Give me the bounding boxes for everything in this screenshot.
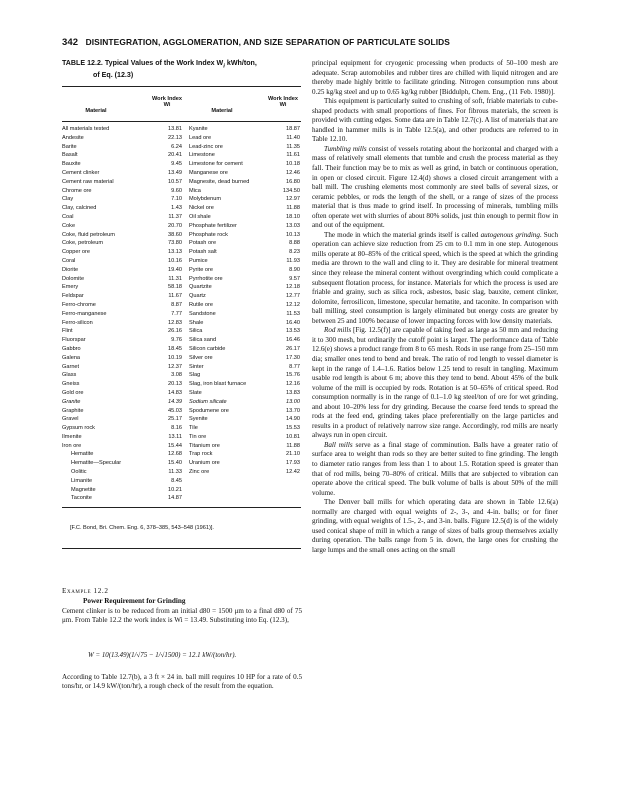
cell-work-index: 45.03 [168,407,182,414]
cell-work-index: 12.42 [286,469,300,476]
cell-work-index: 16.46 [286,337,300,344]
cell-work-index: 10.16 [168,257,182,264]
cell-work-index: 15.40 [168,460,182,467]
cell-work-index: 9.57 [289,275,300,282]
cell-work-index: 58.18 [168,284,182,291]
cell-work-index: 14.83 [168,389,182,396]
cell-work-index: 10.57 [168,178,182,185]
cell-work-index: 11.33 [168,469,182,476]
cell-material: Coal [62,213,74,220]
cell-work-index: 8.88 [289,240,300,247]
cell-work-index: 22.13 [168,134,182,141]
table-row [62,292,301,301]
cell-material: Glass [62,372,77,379]
cell-material: Tile [189,425,198,432]
table-row [62,415,301,424]
cell-work-index: 3.08 [171,372,182,379]
cell-material: Graphite [62,407,84,414]
table-row [62,319,301,328]
cell-material: Cement raw material [62,178,114,185]
cell-material: Limestone for cement [189,161,243,168]
table-row [62,231,301,240]
cell-material: Gypsum rock [62,425,95,432]
table-header [62,92,301,120]
table-row [62,213,301,222]
example-body: Cement clinker is to be reduced from an initial d80 = 1500 μm to a final d80 of 75 μm. From Table 12.2 the work index is Wi = 13.49. Substituting into Eq. (12.3), [62,607,302,625]
table-row [62,187,301,196]
cell-work-index: 13.70 [286,407,300,414]
table-row [62,363,301,372]
autogenous-text-a: The mode in which the material grinds itself is called [324,230,481,239]
cell-work-index: 12.83 [168,319,182,326]
cell-work-index: 20.70 [168,222,182,229]
cell-work-index: 12.18 [286,284,300,291]
cell-work-index: 17.93 [286,460,300,467]
cell-material: Slag [189,372,201,379]
cell-material: Gold ore [62,389,84,396]
cell-work-index: 134.50 [282,187,300,194]
cell-work-index: 12.37 [168,363,182,370]
col-header-material-1: Material [85,108,107,114]
table-row [62,266,301,275]
ball-mills-text: serve as a final stage of comminution. Balls have a greater ratio of surface area to weight than rods so they are better suited to fine grinding. The length to diameter ratio ranges from less than 1 to about 1.5. Rotation speed is greater than that of rod mills, being 70–80% of critical. Mills that are subjected to vibration can operate above the critical speed. The bulk volume of balls is about 50% of the mill volume. [312,440,558,497]
cell-material: Pyrrhotite ore [189,275,223,282]
cell-material: Feldspar [62,293,84,300]
cell-material: Potash salt [189,249,217,256]
cell-material: Sodium silicate [189,398,227,405]
cell-work-index: 14.39 [168,398,182,405]
running-header [62,37,562,48]
cell-material: Ferro-manganese [62,310,107,317]
cell-material: Lead-zinc ore [189,143,223,150]
cell-work-index: 15.44 [168,442,182,449]
cell-work-index: 10.19 [168,354,182,361]
cell-work-index: 12.12 [286,301,300,308]
cell-material: Tin ore [189,433,207,440]
cell-material: Gravel [62,416,79,423]
table-row [62,477,301,486]
cell-material: Molybdenum [189,196,222,203]
cell-material: Coke, petroleum [62,240,104,247]
cell-work-index: 11.61 [286,152,300,159]
cell-material: Chrome ore [62,187,92,194]
cell-material: Spodumene ore [189,407,229,414]
cell-work-index: 8.77 [289,363,300,370]
cell-work-index: 13.03 [286,222,300,229]
table-row [62,178,301,187]
cell-material: Clay, calcined [62,205,97,212]
cell-work-index: 14.90 [286,416,300,423]
cell-work-index: 13.00 [286,398,300,405]
cell-material: Sandstone [189,310,216,317]
cell-material: Titanium ore [189,442,220,449]
cell-material: Pyrite ore [189,266,213,273]
table-row [62,442,301,451]
cell-work-index: 10.81 [286,433,300,440]
cell-material: Shale [189,319,204,326]
cell-material: Clay [62,196,74,203]
right-column-text [312,59,558,555]
cell-material: Phosphate fertilizer [189,222,237,229]
cell-material: Ferro-chrome [62,301,96,308]
cell-work-index: 13.11 [168,433,182,440]
cell-material: Silicon carbide [189,345,226,352]
table-row [62,433,301,442]
table-row [62,239,301,248]
tumbling-mills-text: consist of vessels rotating about the horizontal and charged with a mass of relatively small elements that tumble and crush the process material as they fall. Their function may be to mix as well as grind, in batch or continuous operation, in open or closed circuit. Figure 12.4(d) shows a closed circuit arrangement with a ball mill. The crushing elements most commonly are steel balls of several sizes, or ceramic pebbles, or rods the length of the shell, or a range of sizes of the process material that is thus made to grind itself. In processing of minerals, tumbling mills often operate wet with slurries of about 80% solids, just thin enough to permit flow in and out of the equipment. [312,144,558,230]
cell-material: Quartzite [189,284,212,291]
autogenous-term: autogenous grinding [480,230,540,239]
cell-work-index: 11.53 [286,310,300,317]
cell-material: Fluorspar [62,337,86,344]
cell-material: Slate [189,389,202,396]
cell-work-index: 8.87 [171,301,182,308]
cell-material: Limanite [71,477,93,484]
cell-work-index: 26.16 [168,328,182,335]
cell-material: Taconite [71,495,92,502]
cell-material: Phosphate rock [189,231,228,238]
example-subtitle: Power Requirement for Grinding [83,597,186,605]
cell-work-index: 1.43 [171,205,182,212]
cell-material: Gabbro [62,345,81,352]
tumbling-mills-lead: Tumbling mills [324,144,367,153]
cell-material: Silica [189,328,203,335]
cell-work-index: 16.80 [286,178,300,185]
cell-work-index: 73.80 [168,240,182,247]
cell-material: Coke [62,222,76,229]
example-title: Example 12.2 [62,587,109,595]
cell-material: Pumice [189,257,208,264]
table-row [62,354,301,363]
col-header-material-2: Material [211,108,233,114]
cell-work-index: 17.30 [286,354,300,361]
cell-work-index: 11.88 [286,442,300,449]
cell-material: Silver ore [189,354,213,361]
cell-material: Hematite—Specular [71,460,122,467]
cell-work-index: 13.13 [168,249,182,256]
rod-mills-lead: Rod mills [324,326,352,335]
cell-material: Trap rock [189,451,213,458]
cell-work-index: 11.93 [286,257,300,264]
cell-material: Mica [189,187,201,194]
table-row [62,468,301,477]
paragraph-denver-mills: The Denver ball mills for which operating data are shown in Table 12.6(a) normally are charged with equal weights of 2-, 3-, and 4-in. balls; or for finer grinding, with equal weights of 1.5-, 2-, and 3-in. balls. Figure 12.5(d) is of the widely used conical shape of mill in which a range of sizes of balls group themselves axially during operation. The balls range from 5 in. down, the large ones for crushing the large lumps and the small ones acting on the small [312,498,558,554]
paragraph-ball-mills [312,441,558,498]
cell-material: Manganese ore [189,169,228,176]
cell-work-index: 15.53 [286,425,300,432]
table-title-subscript: i [223,63,225,70]
cell-material: Coke, fluid petroleum [62,231,115,238]
page-number: 342 [62,37,79,48]
ball-mills-lead: Ball mills [324,440,353,449]
table-bottom-rule [62,507,301,508]
cell-work-index: 8.90 [289,266,300,273]
table-row [62,407,301,416]
cell-work-index: 12.16 [286,381,300,388]
table-row [62,301,301,310]
table-body [62,125,301,503]
cell-work-index: 9.76 [171,337,182,344]
cell-material: Lead ore [189,134,212,141]
paragraph-cryogenic: principal equipment for cryogenic processing when products of 50–100 mesh are adequate. Scrap automobiles and rubber tires are chilled with liquid nitrogen and are thereby made highly brittle to facilitate grinding. Nitrogen consumption runs about 0.25 kg/kg steel and up to 0.65 kg/kg rubber [Biddulph, Chem. Eng., (11 Feb. 1980)]. [312,59,558,96]
cell-material: Garnet [62,363,80,370]
cell-material: Andesite [62,134,84,141]
col-header-work-index-2: Work Index Wi [267,96,299,108]
cell-work-index: 12.68 [168,451,182,458]
cell-material: Uranium ore [189,460,220,467]
cell-material: Dolomite [62,275,85,282]
cell-work-index: 11.67 [168,293,182,300]
cell-work-index: 11.31 [168,275,182,282]
cell-material: All materials tested [62,126,110,132]
cell-work-index: 10.21 [168,486,182,493]
paragraph-autogenous [312,231,558,326]
cell-work-index: 38.60 [168,231,182,238]
paragraph-tumbling-mills [312,145,558,231]
cell-material: Rutile ore [189,301,213,308]
table-row [62,494,301,503]
cell-material: Silica sand [189,337,217,344]
cell-material: Limestone [189,152,215,159]
table-caption [62,59,302,79]
cell-material: Slag, iron blast furnace [189,381,247,388]
cell-work-index: 6.24 [171,143,182,150]
cell-work-index: 18.10 [286,213,300,220]
cell-work-index: 9.60 [171,187,182,194]
cell-work-index: 12.77 [286,293,300,300]
cell-work-index: 9.45 [171,161,182,168]
table-row [62,345,301,354]
table-row [62,424,301,433]
cell-material: Bauxite [62,161,81,168]
table-label: TABLE 12.2. [62,59,103,67]
cell-work-index: 16.40 [286,319,300,326]
cell-work-index: 15.76 [286,372,300,379]
table-row [62,327,301,336]
cell-work-index: 8.45 [171,477,182,484]
cell-material: Coral [62,257,76,264]
table-row [62,125,301,134]
table-end-rule [62,548,301,549]
cell-work-index: 18.87 [286,126,300,132]
cell-material: Syenite [189,416,208,423]
table-header-rule [62,121,301,122]
example-conclusion: According to Table 12.7(b), a 3 ft × 24 in. ball mill requires 10 HP for a rate of 0.5 tons/hr, or 14.9 kW/(ton/hr), a rough check of the result from the equation. [62,673,302,691]
cell-material: Oil shale [189,213,211,220]
cell-material: Quartz [189,293,206,300]
running-title: DISINTEGRATION, AGGLOMERATION, AND SIZE SEPARATION OF PARTICULATE SOLIDS [85,37,450,47]
cell-work-index: 7.77 [171,310,182,317]
table-row [62,169,301,178]
table-row [62,204,301,213]
cell-work-index: 13.81 [168,126,182,132]
cell-work-index: 7.10 [171,196,182,203]
cell-material: Sinter [189,363,204,370]
table-row [62,486,301,495]
col-header-work-index-1: Work Index Wi [151,96,183,108]
table-row [62,371,301,380]
autogenous-text-b: . Such operation can achieve size reduction from 25 cm to 0.1 mm in one step. Autogenous mills operate at 80–85% of the critical speed, which is the speed at which the grinding media are thrown to the wall and cling to it. They are desirable for mineral treatment since they release the mineral content without overgrinding which could complicate a subsequent flotation process, for instance. Materials for which the process is used are friable and grainy, such as silica rock, asbestos, basic slag, bauxite, cement clinker, dolomite, ferrosilicon, limestone, specular hematite, and taconite. In comparison with ball milling, steel consumption is largely eliminated but energy costs are greater by between 25 and 100% because of lower impacting forces with low density materials. [312,230,558,325]
cell-work-index: 10.13 [286,231,300,238]
cell-work-index: 20.13 [168,381,182,388]
table-row [62,450,301,459]
table-row [62,143,301,152]
cell-work-index: 13.53 [286,328,300,335]
cell-work-index: 10.18 [286,161,300,168]
cell-material: Copper ore [62,249,90,256]
table-row [62,398,301,407]
cell-material: Diorite [62,266,79,273]
cell-material: Zinc ore [189,469,210,476]
cell-work-index: 12.97 [286,196,300,203]
table-row [62,248,301,257]
table-row [62,160,301,169]
cell-material: Iron ore [62,442,82,449]
cell-work-index: 20.41 [168,152,182,159]
table-row [62,151,301,160]
cell-work-index: 12.46 [286,169,300,176]
paragraph-rod-mills [312,326,558,441]
cell-material: Potash ore [189,240,217,247]
table-top-rule [62,86,301,87]
table-title: Typical Values of the Work Index W [104,59,224,67]
cell-work-index: 11.35 [286,143,300,150]
table-row [62,336,301,345]
table-row [62,257,301,266]
cell-material: Oolitic [71,469,87,476]
cell-material: Ferro-silicon [62,319,93,326]
cell-work-index: 19.40 [168,266,182,273]
cell-material: Barite [62,143,77,150]
table-source-note: [F.C. Bond, Bri. Chem. Eng. 6, 378–385, 543–548 (1961)]. [70,525,214,531]
cell-work-index: 13.83 [286,389,300,396]
cell-work-index: 26.17 [286,345,300,352]
table-row [62,275,301,284]
table-row [62,283,301,292]
cell-material: Nickel ore [189,205,214,212]
table-row [62,134,301,143]
cell-work-index: 11.37 [168,213,182,220]
cell-material: Emery [62,284,79,291]
cell-work-index: 25.17 [168,416,182,423]
cell-material: Granite [62,398,81,405]
cell-work-index: 18.45 [168,345,182,352]
cell-material: Hematite [71,451,94,458]
cell-material: Magnesite, dead burned [189,178,250,185]
cell-material: Galena [62,354,81,361]
table-row [62,310,301,319]
cell-material: Ilmenite [62,433,82,440]
table-title-unit: kWh/ton, [226,59,257,67]
cell-work-index: 8.23 [289,249,300,256]
cell-material: Flint [62,328,73,335]
table-row [62,380,301,389]
table-row [62,459,301,468]
paragraph-hammer-mills: This equipment is particularly suited to crushing of soft, friable materials to cube-shaped products with small proportions of fines. For fibrous materials, the screen is provided with cutting edges. Some data are in Table 12.7(c). A list of materials that are handled in hammer mills is in Table 12.5(a), and other products are referred to in Table 12.10. [312,97,559,144]
table-row [62,195,301,204]
cell-material: Magnetite [71,486,96,493]
table-row [62,389,301,398]
cell-work-index: 13.49 [168,169,182,176]
rod-mills-text: [Fig. 12.5(f)] are capable of taking feed as large as 50 mm and reducing it to 300 mesh, but ordinarily the cutoff point is larger. The performance data of Table 12.6(e) shows a product range from 8 to 65 mesh. Rods in use range from 25–150 mm dia; smaller ones tend to bend and break. The ratio of rod length to vessel diameter is kept in the range of 1.4–1.6. Ratios below 1.25 tend to result in tangling. Maximum usable rod length is about 6 m; above this they tend to bend. About 45% of the bulk volume of the mill is occupied by rods. Rotation is at 50–65% of critical speed. Rod consumption normally is in the range of 0.1–1.0 kg steel/ton of ore for wet grinding, and about 10–20% less for dry grinding. Because the coarse feed tends to spread the rods at the feed end, grinding takes place preferentially on the large particles and results in a product of relatively narrow size range. Accordingly, rod mills are nearly always run in open circuit. [312,326,559,440]
cell-work-index: 14.87 [168,495,182,502]
example-equation: W = 10(13.49)(1/√75 − 1/√1500) = 12.1 kW/(ton/hr). [88,652,237,659]
cell-material: Basalt [62,152,78,159]
cell-work-index: 8.16 [171,425,182,432]
cell-work-index: 11.88 [286,205,300,212]
table-row [62,222,301,231]
cell-work-index: 11.40 [286,134,300,141]
table-title-line2: of Eq. (12.3) [93,70,134,79]
cell-material: Kyanite [189,126,208,132]
cell-work-index: 21.10 [286,451,300,458]
cell-material: Cement clinker [62,169,100,176]
cell-material: Gneiss [62,381,80,388]
